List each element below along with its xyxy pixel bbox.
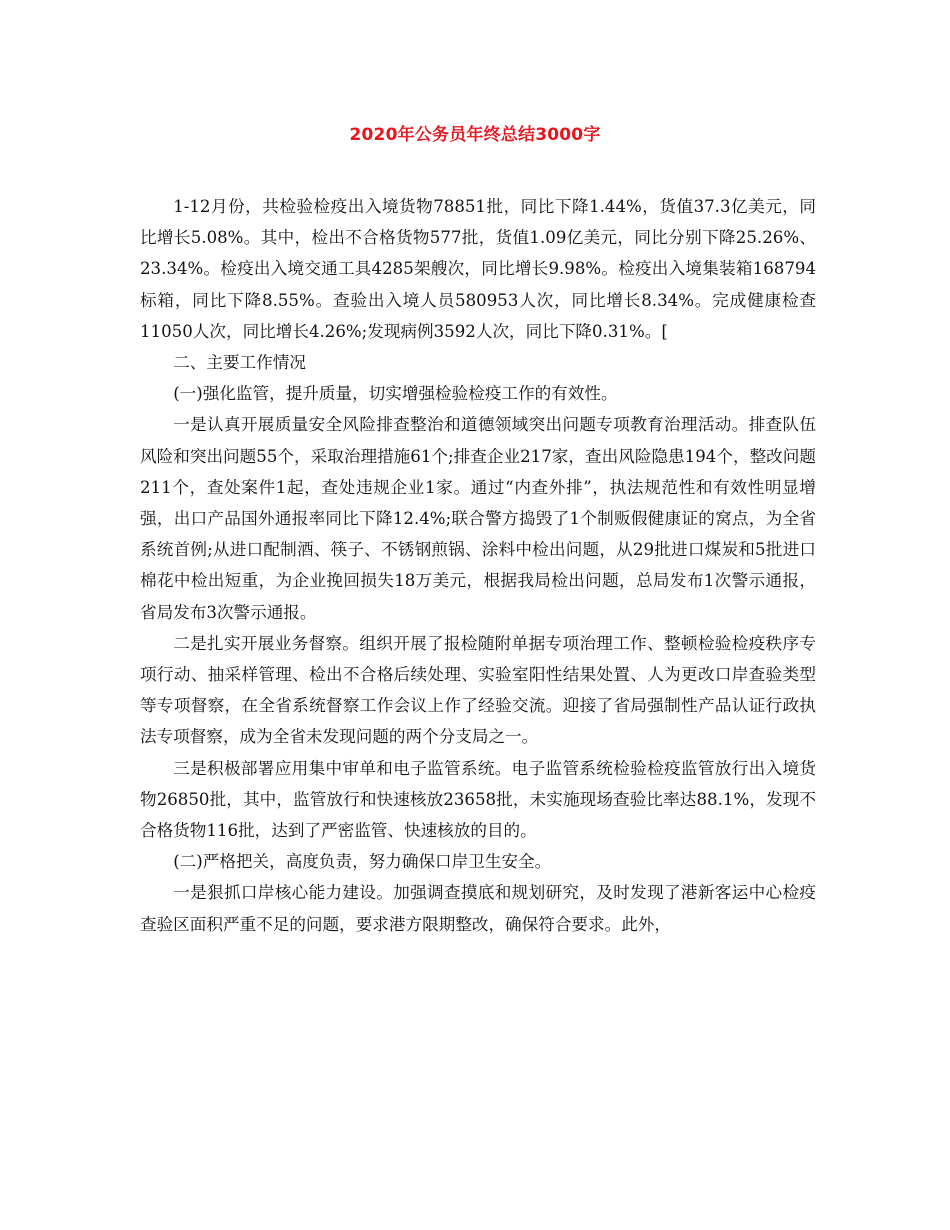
paragraph-risk-rectification: 一是认真开展质量安全风险排查整治和道德领域突出问题专项教育治理活动。排查队伍风险和突出问题55个，采取治理措施61个;排查企业217家，查出风险隐患194个，整改问题211个，查处案件1起，查处违规企业1家。通过“内查外排”，执法规范性和有效性明显增强，出口产品国外通报率同比下降12.4%;联合警方捣毁了1个制贩假健康证的窝点，为全省系统首例;从进口配制酒、筷子、不锈钢煎锅、涂料中检出问题，从29批进口煤炭和5批进口棉花中检出短重，为企业挽回损失18万美元，根据我局检出问题，总局发布1次警示通报，省局发布3次警示通报。	[140, 415, 816, 622]
paragraph-port-capacity: 一是狠抓口岸核心能力建设。加强调查摸底和规划研究，及时发现了港新客运中心检疫查验区面积严重不足的问题，要求港方限期整改，确保符合要求。此外，	[140, 883, 816, 934]
paragraph-electronic-supervision: 三是积极部署应用集中审单和电子监管系统。电子监管系统检验检疫监管放行出入境货物26850批，其中，监管放行和快速核放23658批，未实施现场查验比率达88.1%，发现不合格货物116批，达到了严密监管、快速核放的目的。	[140, 758, 816, 841]
subsection-heading-1: (一)强化监管，提升质量，切实增强检验检疫工作的有效性。	[173, 384, 618, 404]
paragraph-statistics: 1-12月份，共检验检疫出入境货物78851批，同比下降1.44%，货值37.3亿美元，同比增长5.08%。其中，检出不合格货物577批，货值1.09亿美元，同比分别下降25.26%、23.34%。检疫出入境交通工具4285架艘次，同比增长9.98%。检疫出入境集装箱168794标箱，同比下降8.55%。查验出入境人员580953人次，同比增长8.34%。完成健康检查11050人次，同比增长4.26%;发现病例3592人次，同比下降0.31%。[	[140, 197, 816, 341]
paragraph-business-inspection: 二是扎实开展业务督察。组织开展了报检随附单据专项治理工作、整顿检验检疫秩序专项行动、抽采样管理、检出不合格后续处理、实验室阳性结果处置、人为更改口岸查验类型等专项督察，在全省系统督察工作会议上作了经验交流。迎接了省局强制性产品认证行政执法专项督察，成为全省未发现问题的两个分支局之一。	[140, 633, 816, 747]
subsection-heading-2: (二)严格把关，高度负责，努力确保口岸卫生安全。	[173, 852, 552, 872]
document-body	[140, 191, 816, 940]
section-heading-main-work: 二、主要工作情况	[173, 353, 306, 373]
document-title: 2020年公务员年终总结3000字	[349, 125, 601, 145]
